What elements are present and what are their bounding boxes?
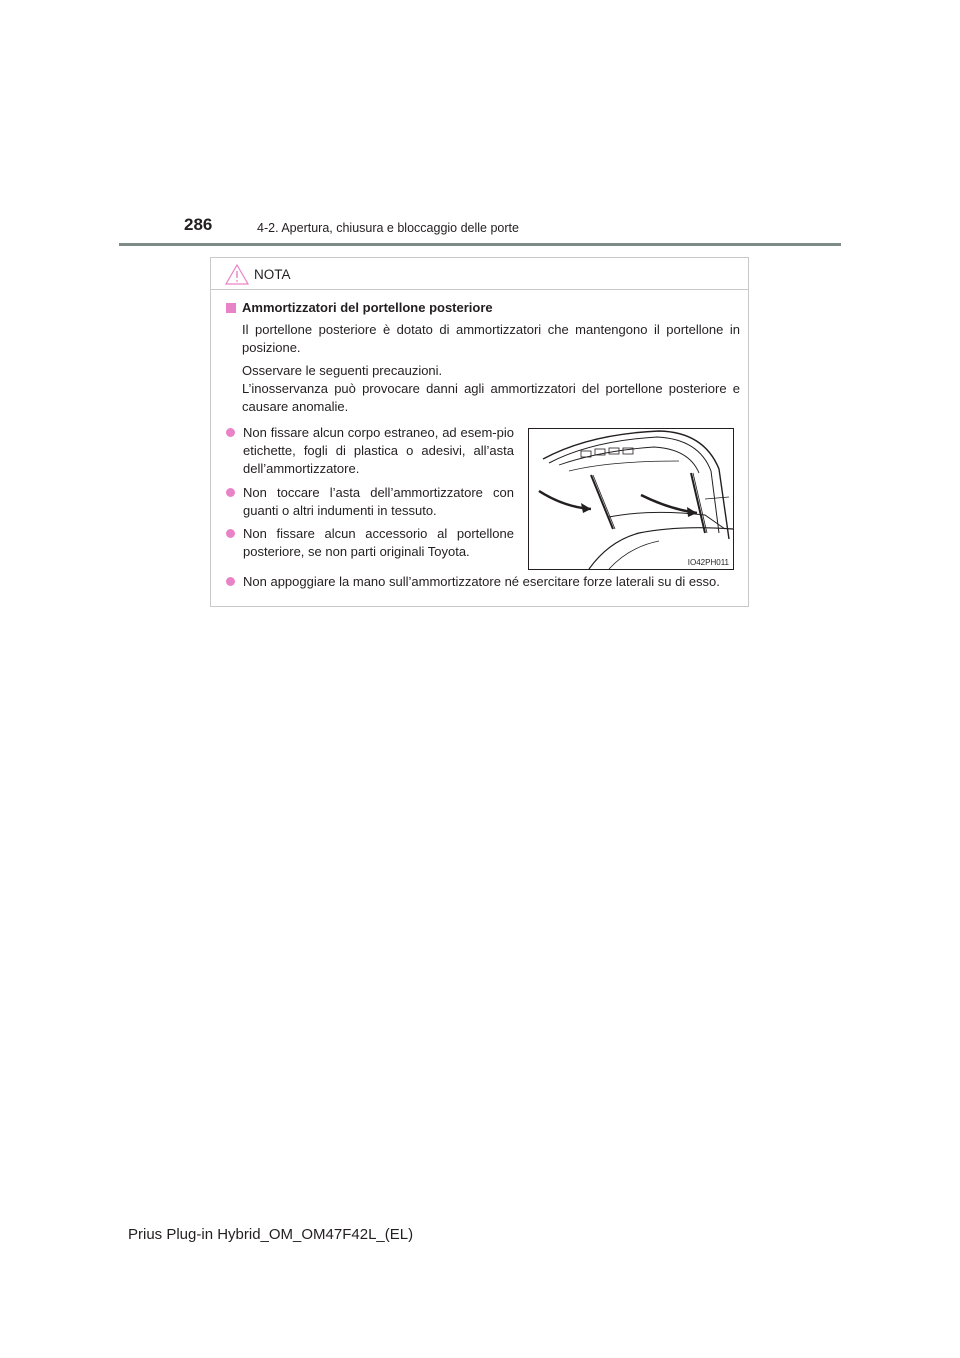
list-item <box>226 484 514 520</box>
header-rule <box>119 243 841 246</box>
section-title: 4-2. Apertura, chiusura e bloccaggio delle porte <box>257 221 519 235</box>
square-bullet-icon <box>226 303 236 313</box>
bullet-dot-icon <box>226 529 235 538</box>
document-footer: Prius Plug-in Hybrid_OM_OM47F42L_(EL) <box>128 1226 414 1243</box>
warning-triangle-icon <box>225 264 249 285</box>
paragraph-precautions <box>242 362 740 416</box>
precautions-line: Osservare le seguenti precauzioni. <box>242 363 443 378</box>
list-item-text: Non toccare l’asta dell’ammortizzatore con guanti o altri indumenti in tessuto. <box>243 485 514 518</box>
list-item-text: Non appoggiare la mano sull’ammortizzatore né esercitare forze laterali su di esso. <box>243 574 720 589</box>
list-item-text: Non fissare alcun accessorio al portellone posteriore, se non parti originali Toyota. <box>243 526 514 559</box>
bullet-dot-icon <box>226 428 235 437</box>
tailgate-damper-illustration <box>528 428 734 570</box>
tailgate-drawing <box>529 429 733 569</box>
paragraph-intro: Il portellone posteriore è dotato di ammortizzatori che mantengono il portellone in posizione. <box>242 322 740 355</box>
note-title: NOTA <box>254 267 291 282</box>
list-item <box>226 424 514 478</box>
note-box <box>210 257 749 607</box>
sub-heading <box>226 300 493 315</box>
figure-code: IO42PH011 <box>687 558 729 567</box>
page-number: 286 <box>184 215 213 234</box>
list-item-text: Non fissare alcun corpo estraneo, ad esem-pio etichette, fogli di plastica o adesivi, all’asta dell’ammortizzatore. <box>243 425 514 476</box>
consequence-line: L’inosservanza può provocare danni agli ammortizzatori del portellone posteriore e causare anomalie. <box>242 381 740 414</box>
list-item <box>226 525 514 561</box>
bullet-dot-icon <box>226 488 235 497</box>
sub-heading-text: Ammortizzatori del portellone posteriore <box>242 300 493 315</box>
bullet-dot-icon <box>226 577 235 586</box>
note-header <box>211 258 748 290</box>
list-item <box>226 573 753 591</box>
